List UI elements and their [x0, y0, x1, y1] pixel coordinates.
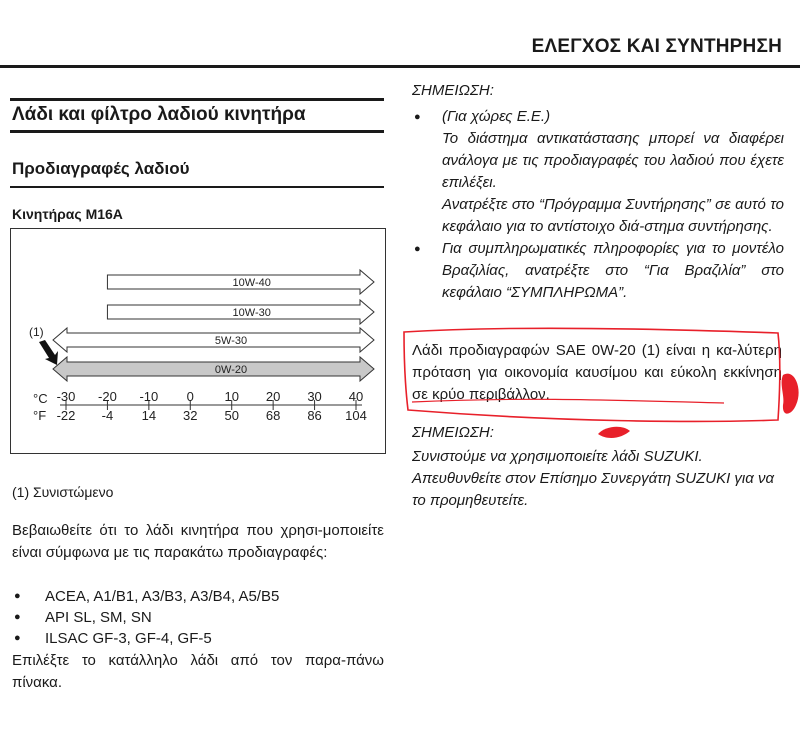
- note-list: [412, 106, 784, 304]
- section-rule-bottom: [10, 130, 384, 133]
- spec-item: ● API SL, SM, SN: [12, 607, 384, 628]
- viscosity-chart-svg: [11, 229, 385, 453]
- celsius-tick-label: -30: [56, 389, 76, 404]
- oil-range-arrow: [53, 357, 374, 381]
- fahrenheit-tick-label: 86: [307, 408, 322, 423]
- page-header-title: ΕΛΕΓΧΟΣ ΚΑΙ ΣΥΝΤΗΡΗΣΗ: [531, 36, 782, 57]
- oil-grade-label: 5W-30: [214, 335, 248, 347]
- fahrenheit-tick-label: -4: [101, 408, 114, 423]
- note-title: ΣΗΜΕΙΩΣΗ:: [412, 82, 494, 99]
- viscosity-chart: [10, 228, 386, 454]
- celsius-tick-label: 0: [186, 389, 194, 404]
- oil-grade-label: 0W-20: [214, 364, 248, 376]
- note-item: [412, 106, 784, 238]
- celsius-tick-label: -20: [98, 389, 117, 404]
- celsius-tick-label: -10: [139, 389, 159, 404]
- fahrenheit-tick-label: 104: [345, 408, 367, 423]
- note2-text: Συνιστούμε να χρησιμοποιείτε λάδι SUZUKI. Απευθυνθείτε στον Επίσημο Συνεργάτη SUZUKI για να το προμηθευτείτε.: [412, 448, 775, 509]
- spec-list: [12, 586, 384, 649]
- celsius-tick-label: 30: [307, 389, 322, 404]
- spec-intro-paragraph: Βεβαιωθείτε ότι το λάδι κινητήρα που χρησι-μοποιείτε είναι σύμφωνα με τις παρακάτω προδιαγραφές:: [12, 522, 384, 561]
- section-title: Λάδι και φίλτρο λαδιού κινητήρα: [12, 104, 306, 125]
- recommended-callout-arrow-icon: [39, 340, 58, 365]
- section-rule-top: [10, 98, 384, 101]
- annotation-mark: [782, 374, 799, 414]
- spec-item: ● ILSAC GF-3, GF-4, GF-5: [12, 628, 384, 649]
- chart-caption: (1) Συνιστώμενο: [12, 484, 114, 500]
- spec-item: ● ACEA, A1/B1, A3/B3, A3/B4, A5/B5: [12, 586, 384, 607]
- oil-grade-label: 10W-30: [232, 307, 271, 319]
- annotation-mark: [598, 427, 630, 438]
- fahrenheit-tick-label: 32: [183, 408, 198, 423]
- note-item-text: ● Για συμπληρωματικές πληροφορίες για το μοντέλο Βραζιλίας, ανατρέξτε στο “Για Βραζιλία” στο κεφάλαιο “ΣΥΜΠΛΗΡΩΜΑ”.: [442, 240, 784, 301]
- celsius-tick-label: 20: [265, 389, 281, 404]
- choose-oil-paragraph: Επιλέξτε το κατάλληλο λάδι από τον παρα-πάνω πίνακα.: [12, 652, 384, 691]
- header-rule: [0, 65, 800, 68]
- note-item-text: Το διάστημα αντικατάστασης μπορεί να διαφέρει ανάλογα με τις προδιαγραφές του λαδιού που έχετε επιλέξει.: [442, 130, 784, 191]
- fahrenheit-label: °F: [33, 408, 47, 423]
- oil-grade-label: 10W-40: [232, 277, 271, 289]
- celsius-tick-label: 10: [224, 389, 239, 404]
- oil-range-arrow: [53, 328, 374, 352]
- note-item: [412, 238, 784, 304]
- celsius-label: °C: [33, 391, 48, 406]
- recommended-callout-label: (1): [29, 325, 44, 339]
- celsius-tick-label: 40: [348, 389, 364, 404]
- fahrenheit-tick-label: 68: [265, 408, 281, 423]
- fahrenheit-tick-label: 14: [141, 408, 157, 423]
- engine-title: Κινητήρας M16A: [12, 206, 123, 222]
- fahrenheit-tick-label: 50: [224, 408, 239, 423]
- subsection-title: Προδιαγραφές λαδιού: [12, 159, 190, 178]
- note-item-heading: ● (Για χώρες Ε.Ε.): [442, 108, 551, 125]
- note2-title: ΣΗΜΕΙΩΣΗ:: [412, 424, 494, 441]
- subsection-rule: [10, 186, 384, 188]
- recommended-oil-text: Λάδι προδιαγραφών SAE 0W-20 (1) είναι η κα-λύτερη πρόταση για οικονομία καυσίμου και εύκολη εκκίνηση σε κρύο περιβάλλον.: [412, 342, 782, 403]
- note-item-text: Ανατρέξτε στο “Πρόγραμμα Συντήρησης” σε αυτό το κεφάλαιο για το αντίστοιχο διά-στημα συντήρησης.: [442, 196, 784, 235]
- fahrenheit-tick-label: -22: [56, 408, 76, 423]
